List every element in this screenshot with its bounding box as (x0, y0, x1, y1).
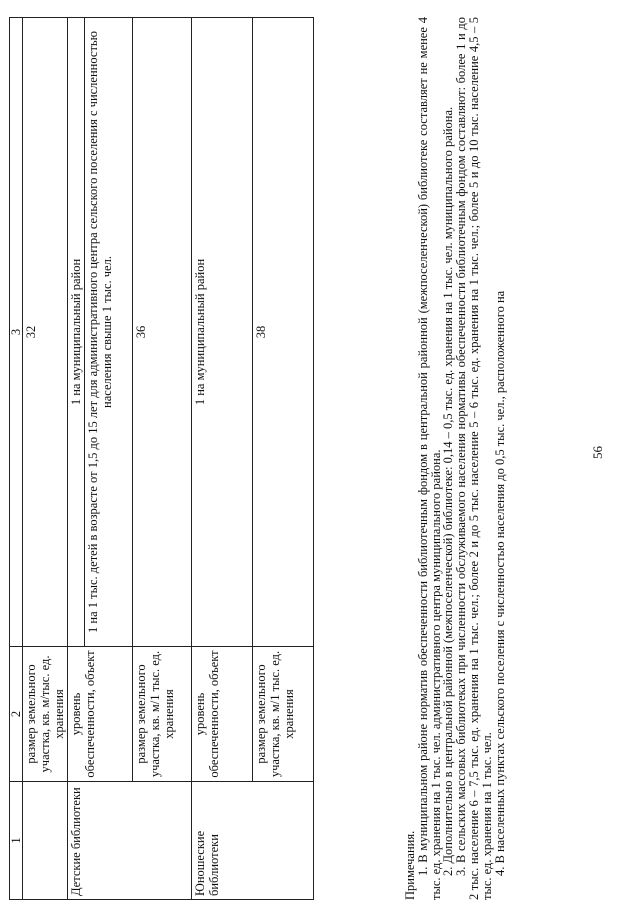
table-row (253, 18, 314, 900)
note-item: 4. В населенных пунктах сельского поселения с численностью населения до 0,5 тыс. чел., расположенного на (492, 290, 507, 876)
header-col-3: 3 (10, 18, 23, 647)
table-cell-param: уровень обеспеченности, объект (192, 647, 253, 782)
table-row (192, 18, 253, 900)
table-cell-value: 36 (133, 18, 192, 647)
table-row (133, 18, 192, 900)
note-item: 3. В сельских массовых библиотеках при численности обслуживаемого населения нормативы обеспеченности библиотечным фондом составляют: более 1 и до 2 тыс. население 6 – 7,5 тыс. ед. хранения на 1 тыс. чел.; более 2 и до 5 тыс. население 5 – 6 тыс. ед. хранения на 1 тыс. чел.; более 5 и до 10 тыс. население 4,5 – 5 тыс. ед. хранения на 1 тыс. чел. (454, 17, 494, 900)
table-header-row (10, 18, 23, 900)
table-cell-empty (23, 782, 68, 900)
table-cell-param: уровень обеспеченности, объект (68, 647, 133, 782)
table-cell-value: 38 (253, 18, 314, 647)
table-cell-value: 1 на 1 тыс. детей в возрасте от 1,5 до 15 лет для административного центра сельского поселения с численностью населения свыше 1 тыс. чел. (85, 18, 133, 647)
table-cell-param: размер земельного участка, кв. м/1 тыс. ед. хранения (253, 647, 314, 782)
page-number: 56 (590, 446, 605, 459)
category-youth-libraries: Юношеские библиотеки (192, 782, 314, 900)
category-children-libraries: Детские библиотеки (68, 782, 192, 900)
table-row (23, 18, 68, 900)
table-cell-value: 1 на муниципальный район (68, 18, 85, 647)
table-cell-value: 32 (23, 18, 68, 647)
table-cell-value: 1 на муниципальный район (192, 18, 253, 647)
header-col-2: 2 (10, 647, 23, 782)
table-row (68, 18, 85, 900)
note-item: 1. В муниципальном районе норматив обеспеченности библиотечным фондом в центральной районной (межпоселенческой) библиотеке составляет не менее 4 тыс. ед. хранения на 1 тыс. чел. административного центра муниципального района. (415, 17, 443, 900)
note-item: 2. Дополнительно в центральной районной (межпоселенческой) библиотеке: 0,14 – 0,5 тыс. ед. хранения на 1 тыс. чел. муниципального района. (441, 106, 456, 876)
notes-title: Примечания. (403, 830, 417, 900)
table-cell-param: размер земельного участка, кв. м/1 тыс. ед. хранения (133, 647, 192, 782)
norms-table (9, 17, 314, 900)
table-cell-param: размер земельного участка, кв. м/тыс. ед. хранения (23, 647, 68, 782)
header-col-1: 1 (10, 782, 23, 900)
notes-section (404, 17, 506, 900)
